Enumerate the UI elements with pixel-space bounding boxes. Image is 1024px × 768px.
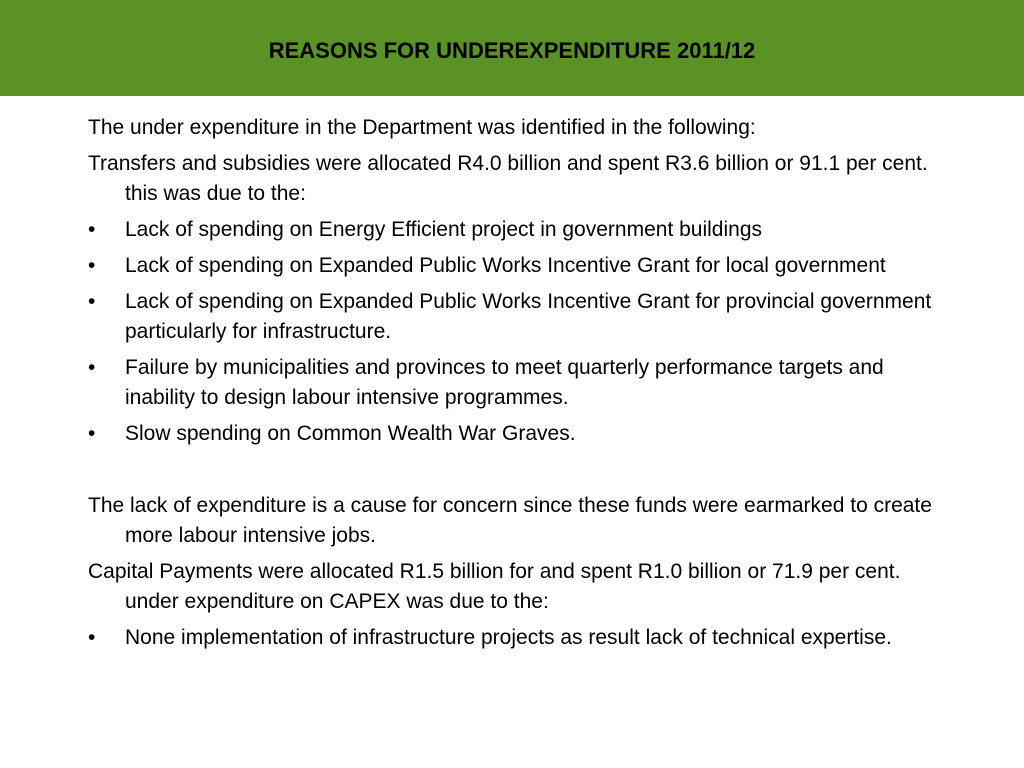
bullet-icon: • [88, 626, 96, 649]
title-bar [0, 0, 1024, 96]
concern-paragraph: The lack of expenditure is a cause for concern since these funds were earmarked to create more labour intensive jobs. [88, 494, 932, 547]
capital-paragraph: Capital Payments were allocated R1.5 billion for and spent R1.0 billion or 71.9 per cent. under expenditure on CAPEX was due to the: [88, 560, 901, 613]
bullet-text: Slow spending on Common Wealth War Graves. [125, 422, 576, 445]
bullet-icon: • [88, 356, 96, 379]
slide-body [88, 113, 938, 659]
intro-paragraph: The under expenditure in the Department was identified in the following: [88, 116, 756, 139]
list-item [88, 287, 938, 347]
list-item [88, 419, 938, 449]
list-item [88, 215, 938, 245]
bullet-icon: • [88, 218, 96, 241]
bullet-icon: • [88, 422, 96, 445]
bullet-text: Lack of spending on Expanded Public Works Incentive Grant for local government [125, 254, 886, 277]
bullet-text: None implementation of infrastructure projects as result lack of technical expertise. [125, 626, 892, 649]
bullet-text: Failure by municipalities and provinces to meet quarterly performance targets and inability to design labour intensive programmes. [125, 356, 884, 409]
slide-title: REASONS FOR UNDEREXPENDITURE 2011/12 [268, 38, 756, 63]
paragraph-spacer [88, 455, 938, 491]
list-item [88, 251, 938, 281]
bullet-text: Lack of spending on Expanded Public Works Incentive Grant for provincial government particularly for infrastructure. [125, 290, 932, 343]
bullet-icon: • [88, 254, 96, 277]
bullet-icon: • [88, 290, 96, 313]
list-item [88, 353, 938, 413]
transfers-paragraph: Transfers and subsidies were allocated R4.0 billion and spent R3.6 billion or 91.1 per cent. this was due to the: [88, 152, 928, 205]
list-item [88, 623, 938, 653]
bullet-text: Lack of spending on Energy Efficient project in government buildings [125, 218, 763, 241]
